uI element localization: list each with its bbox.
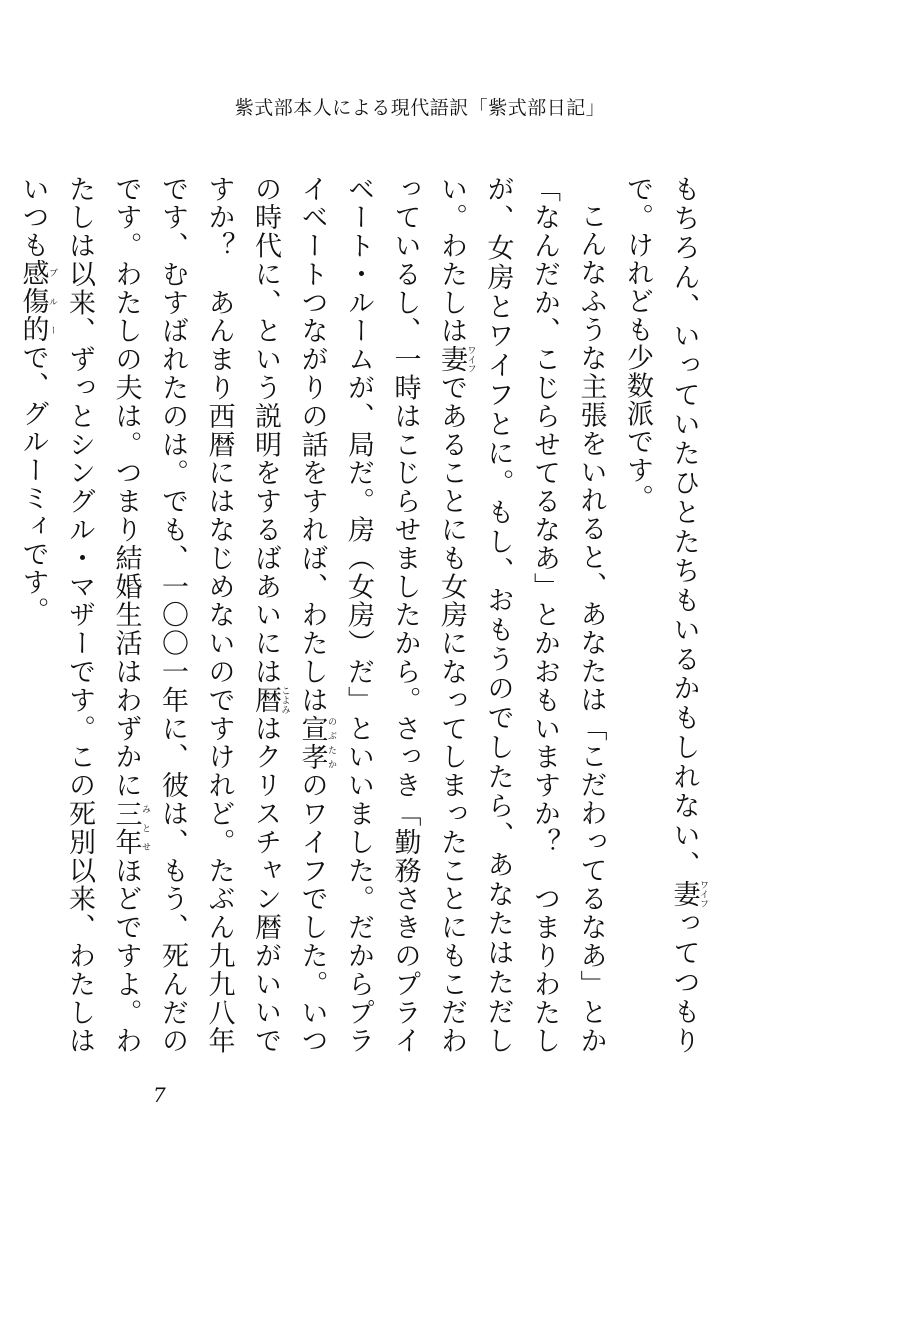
text-run: ってつもりで。けれども少数派です。 — [622, 175, 700, 1056]
vertical-body-text — [9, 175, 708, 1055]
ruby-annotation — [436, 345, 476, 374]
ruby-annotation — [110, 799, 150, 857]
ruby-reading: ワイフ — [698, 880, 708, 909]
ruby-reading: ブルー — [47, 259, 57, 344]
ruby-annotation — [250, 686, 290, 715]
ruby-base: 三年 — [110, 799, 142, 857]
ruby-annotation — [296, 714, 336, 772]
ruby-reading: ワイフ — [465, 345, 476, 374]
ruby-base: 暦 — [250, 686, 281, 715]
text-run: のワイフでした。いつの時代に、という説明をするばあいには — [250, 175, 328, 1055]
ruby-annotation — [668, 880, 708, 910]
ruby-reading: のぶたか — [326, 714, 336, 772]
running-head-title: 紫式部本人による現代語訳「紫式部日記」 — [234, 97, 606, 119]
text-run: ほどですよ。わたしは以来、ずっとシングル・マザーです。この死別以来、わたしはいつも — [17, 175, 142, 1056]
ruby-annotation — [17, 259, 57, 344]
ruby-reading: こよみ — [279, 686, 290, 715]
ruby-base: 感傷的 — [17, 259, 49, 344]
text-run: こんなふうな主張をいれると、あなたは「こだわってるなあ」とか「なんだか、こじらせてるなあ」とかおもいますか？ つまりわたしが、女房とワイフとに。もし、おもうのでしたら、あなたはただしい。わたしは — [436, 175, 607, 1055]
text-run: で、グルーミィです。 — [17, 343, 49, 625]
ruby-base: 宣孝 — [296, 714, 328, 772]
page-number: 7 — [153, 1083, 166, 1107]
text-run: であることにも女房になってしまったことにもこだわっているし、一時はこじらせましたから。さっき「勤務さきのプライベート・ルームが、局だ。房（女房）だ」といいました。だからプライベートつながりの話をすれば、わたしは — [296, 175, 467, 1055]
text-run: もちろん、いっていたひとたちもいるかもしれない、 — [668, 175, 700, 881]
ruby-base: 妻 — [436, 345, 467, 374]
ruby-reading: みとせ — [140, 799, 150, 857]
ruby-base: 妻 — [668, 880, 700, 910]
body-paragraph — [9, 175, 614, 1055]
text-run: はクリスチャン暦がいいですか？ あんまり西暦にはなじめないのですけれど。たぶん九九八年です、むすばれたのは。でも、一〇〇一年に、彼は、もう、死んだのです。わたしの夫は。つまり結婚生活はわずかに — [110, 175, 281, 1055]
body-paragraph — [614, 175, 709, 1055]
